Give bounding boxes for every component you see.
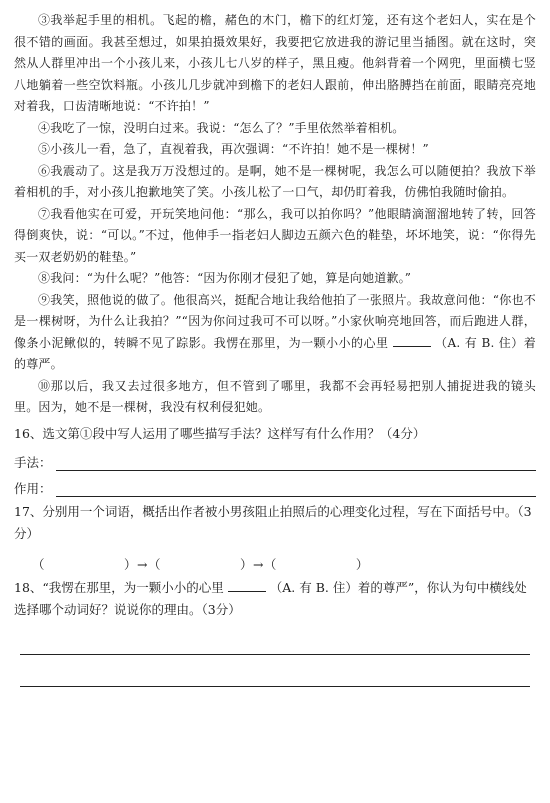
paragraph-8: ⑧我问：“为什么呢？”他答：“因为你刚才侵犯了她，算是向她道歉。” <box>38 271 412 285</box>
emotion-slot-2[interactable] <box>165 557 235 572</box>
question-18 <box>14 577 536 621</box>
effect-label: 作用： <box>14 480 52 496</box>
chain-open: （ <box>32 556 46 572</box>
answer-row-method <box>14 451 536 471</box>
paragraph-9-tail: （A. 有 B. 住）着的尊严。 <box>14 335 536 371</box>
chain-close: ） <box>355 556 369 572</box>
verb-blank[interactable] <box>393 335 431 347</box>
question-17: 17、分别用一个词语，概括出作者被小男孩阻止拍照后的心理变化过程，写在下面括号中。（3分） <box>14 503 532 541</box>
paragraph-9-text: ⑨我笑，照他说的做了。他很高兴，挺配合地让我给他拍了一张照片。我故意问他：“你也不是一棵树呀，为什么让我拍？”“因为你问过我可不可以呀。”小家伙响亮地回答，而后跑进人群，像条小泥鳅似的，转瞬不见了踪影。我愣在那里，为一颗小小的心里 <box>14 292 536 350</box>
chain-arrow-1: ）→（ <box>123 556 161 572</box>
emotion-slot-3[interactable] <box>281 557 351 572</box>
answer-line-2[interactable] <box>20 685 530 687</box>
emotion-slot-1[interactable] <box>50 557 120 572</box>
method-label: 手法： <box>14 454 52 470</box>
question-18-part-a: 18、“我愣在那里，为一颗小小的心里 <box>14 579 224 595</box>
chain-arrow-2: ）→（ <box>239 556 277 572</box>
emotion-chain <box>32 555 536 573</box>
effect-answer-line[interactable] <box>56 482 536 497</box>
paragraph-6: ⑥我震动了。这是我万万没想过的。是啊，她不是一棵树呢，我怎么可以随便拍？我放下举着相机的手，对小孩儿抱歉地笑了笑。小孩儿松了一口气，却仍盯着我，仿佛怕我随时偷拍。 <box>14 163 536 199</box>
paragraph-4: ④我吃了一惊，没明白过来。我说：“怎么了？”手里依然举着相机。 <box>38 120 405 135</box>
question-16: 16、选文第①段中写人运用了哪些描写手法？这样写有什么作用？（4分） <box>14 425 426 441</box>
paragraph-7: ⑦我看他实在可爱，开玩笑地问他：“那么，我可以拍你吗？”他眼睛滴溜溜地转了转，回答得倒爽快，说：“可以。”不过，他伸手一指老妇人脚边五颜六色的鞋垫，坏坏地笑，说：“你得先买一双老奶奶的鞋垫。” <box>14 206 536 264</box>
paragraph-10: ⑩那以后，我又去过很多地方，但不管到了哪里，我都不会再轻易把别人捕捉进我的镜头里。因为，她不是一棵树，我没有权利侵犯她。 <box>14 378 536 414</box>
question-18-part-b: （A. 有 B. 住）着的尊严”，你认为句中横线处选择哪个动词好？说说你的理由。（3分） <box>14 579 527 617</box>
paragraph-5: ⑤小孩儿一看，急了，直视着我，再次强调：“不许拍！她不是一棵树！” <box>38 142 429 156</box>
answer-row-effect <box>14 477 536 497</box>
paragraph-3: ③我举起手里的相机。飞起的檐，赭色的木门，檐下的红灯笼，还有这个老妇人，实在是个很不错的画面。我甚至想过，如果拍摄效果好，我要把它放进我的游记里当插图。就在这时，突然从人群里冲出一个小孩儿来，小孩儿七八岁的样子，黑且瘦。他斜背着一个网兜，里面横七竖八地躺着一些空饮料瓶。小孩儿几步就冲到檐下的老妇人跟前，伸出胳膊挡在前面，眼睛亮亮地对着我，口齿清晰地说：“不许拍！” <box>14 13 536 113</box>
paragraph-9 <box>14 290 536 376</box>
question-18-blank[interactable] <box>228 580 266 592</box>
method-answer-line[interactable] <box>56 456 536 471</box>
